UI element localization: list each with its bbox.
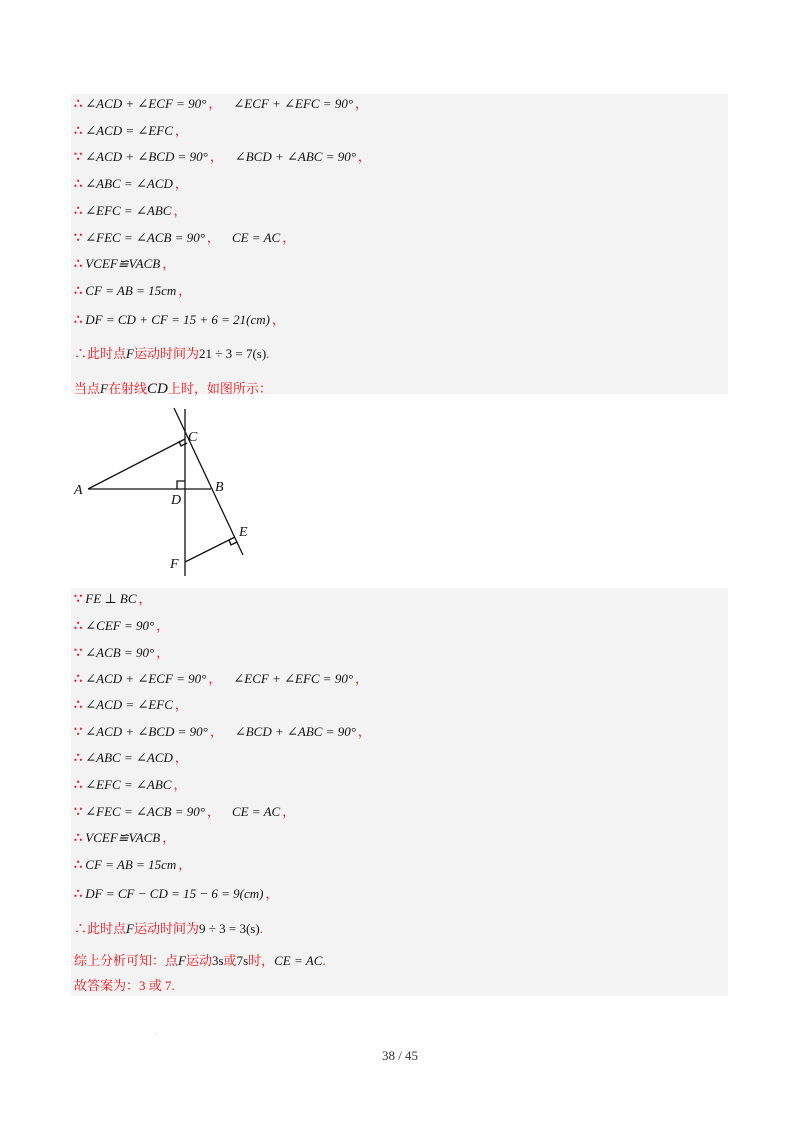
proof-line: ∵ ∠ACB = 90° ， [74,645,170,660]
right-angle-mark-d [177,481,185,489]
proof-line: ∴ ∠ACD + ∠ECF = 90° ， ∠ECF + ∠EFC = 90° ， [74,96,369,111]
label-d: D [171,493,182,508]
label-b: B [215,480,224,495]
label-a: A [74,483,83,498]
proof-line: ∴ ∠EFC = ∠ABC ， [74,203,187,218]
proof-line: ∴ DF = CF − CD = 15 − 6 = 9(cm) ， [74,886,279,901]
proof-line: ∴ ∠CEF = 90° ， [74,618,170,633]
proof-line: ∴ DF = CD + CF = 15 + 6 = 21(cm) ， [74,312,285,327]
answer-line: 故答案为：3 或 7. [74,978,175,993]
label-e: E [239,525,248,540]
proof-line: ∴ ∠ACD = ∠EFC ， [74,123,188,138]
segment-ac [88,439,185,489]
proof-line: ∴ CF = AB = 15cm ， [74,283,192,298]
proof-line: ∵ ∠ACD + ∠BCD = 90° ， ∠BCD + ∠ABC = 90° ， [74,149,371,164]
segment-fe [185,537,235,562]
proof-line: ∴ VCEF≌VACB ， [74,256,176,271]
geometry-figure [72,406,252,578]
scan-mark: · [155,1030,158,1039]
proof-line: ∴ ∠ACD = ∠EFC ， [74,697,188,712]
proof-line: ∵ ∠FEC = ∠ACB = 90° ， CE = AC ， [74,230,296,245]
time-result-case-2: ∴此时点F运动时间为9 ÷ 3 = 3(s). [74,921,263,936]
proof-line: ∴ ∠ACD + ∠ECF = 90° ， ∠ECF + ∠EFC = 90° ， [74,671,369,686]
proof-line: ∵ FE ⊥ BC ， [74,591,152,606]
proof-line: ∴ ∠ABC = ∠ACD ， [74,750,188,765]
time-result-case-1: ∴此时点F运动时间为21 ÷ 3 = 7(s). [74,346,270,361]
page-number: 38 / 45 [381,1048,419,1063]
label-f: F [170,557,179,572]
case-heading: 当点F在射线CD上时，如图所示： [74,381,272,397]
proof-line: ∴ ∠EFC = ∠ABC ， [74,777,187,792]
proof-line: ∴ ∠ABC = ∠ACD ， [74,176,188,191]
proof-line: ∴ CF = AB = 15cm ， [74,857,192,872]
label-c: C [188,430,198,445]
proof-line: ∵ ∠FEC = ∠ACB = 90° ， CE = AC ， [74,804,296,819]
proof-line: ∵ ∠ACD + ∠BCD = 90° ， ∠BCD + ∠ABC = 90° ， [74,724,371,739]
summary-line: 综上分析可知：点F运动3s或7s时，CE = AC. [74,953,326,968]
proof-line: ∴ VCEF≌VACB ， [74,830,176,845]
